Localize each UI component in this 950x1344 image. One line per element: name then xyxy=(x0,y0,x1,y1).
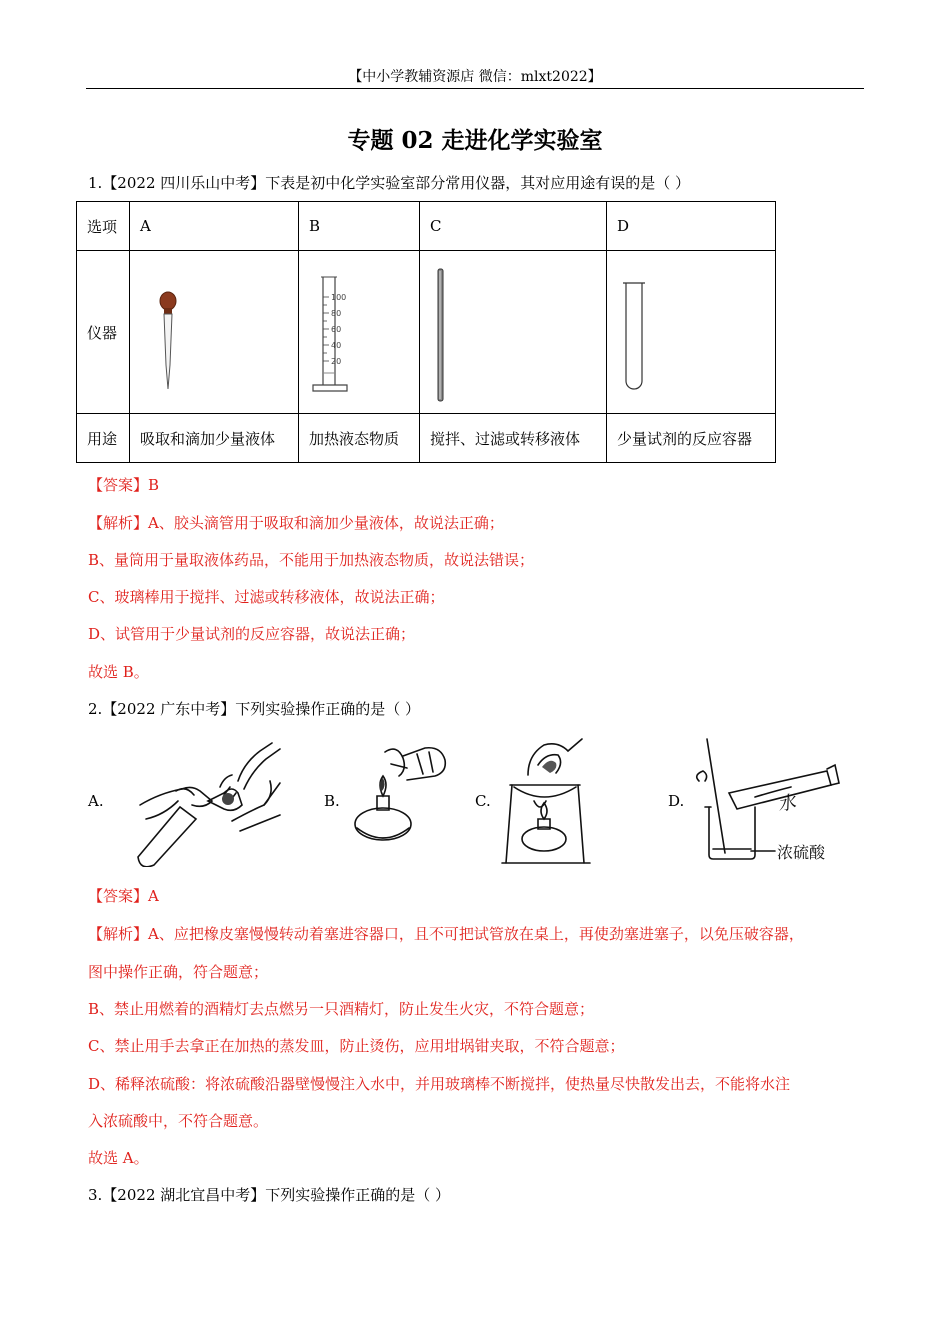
row-header-instrument: 仪器 xyxy=(77,251,130,414)
table-row xyxy=(77,202,776,251)
q1-answer: 【答案】B xyxy=(88,476,160,494)
q2-analysis-line-5: D、稀释浓硫酸：将浓硫酸沿器壁慢慢注入水中，并用玻璃棒不断搅拌，使热量尽快散发出去，不能将水注 xyxy=(88,1075,791,1093)
water-label: 水 xyxy=(775,791,798,816)
q2-option-a-label: A. xyxy=(88,792,104,810)
header-rule xyxy=(86,88,864,89)
cylinder-tick-60: 60 xyxy=(331,325,342,334)
q3-stem: 3.【2022 湖北宜昌中考】下列实验操作正确的是（ ） xyxy=(88,1186,451,1204)
graduated-cylinder-image xyxy=(309,255,369,405)
q2-figure-a-insert-stopper xyxy=(120,735,310,867)
q1-analysis-line-2: B、量筒用于量取液体药品，不能用于加热液态物质，故说法错误； xyxy=(88,551,535,569)
instrument-a-cell xyxy=(130,251,299,414)
page-header: 【中小学教辅资源店 微信：mlxt2022】 xyxy=(348,69,602,85)
q2-analysis-line-3: B、禁止用燃着的酒精灯去点燃另一只酒精灯，防止发生火灾，不符合题意； xyxy=(88,1000,595,1018)
test-tube-image xyxy=(617,255,657,405)
acid-label: 浓硫酸 xyxy=(777,843,826,862)
option-a-header: A xyxy=(130,202,299,251)
option-c-header: C xyxy=(420,202,607,251)
analysis-tag: 【解析】 xyxy=(88,514,149,532)
use-b: 加热液态物质 xyxy=(299,414,420,463)
table-row xyxy=(77,414,776,463)
q2-analysis-line-7: 故选 A。 xyxy=(88,1149,149,1167)
q1-table xyxy=(76,201,776,463)
use-d: 少量试剂的反应容器 xyxy=(607,414,776,463)
q1-analysis-line-5: 故选 B。 xyxy=(88,663,149,681)
cylinder-tick-20: 20 xyxy=(331,357,342,366)
q2-analysis-line-6: 入浓硫酸中，不符合题意。 xyxy=(88,1112,269,1130)
q1-analysis-line-4: D、试管用于少量试剂的反应容器，故说法正确； xyxy=(88,625,416,643)
cylinder-tick-80: 80 xyxy=(331,309,342,318)
row-header-option: 选项 xyxy=(77,202,130,251)
q1-analysis-line-3: C、玻璃棒用于搅拌、过滤或转移液体，故说法正确； xyxy=(88,588,445,606)
glass-rod-image xyxy=(430,255,470,405)
cylinder-tick-40: 40 xyxy=(331,341,342,350)
q2-option-b-label: B. xyxy=(324,792,340,810)
q2-analysis-line-4: C、禁止用手去拿正在加热的蒸发皿，防止烫伤，应用坩埚钳夹取，不符合题意； xyxy=(88,1037,625,1055)
q2-answer: 【答案】A xyxy=(88,887,159,905)
dropper-image xyxy=(140,255,200,405)
q2-figure-d-dilute-acid xyxy=(695,735,855,865)
q2-analysis-line-1: 【解析】A、应把橡皮塞慢慢转动着塞进容器口，且不可把试管放在桌上，再使劲塞进塞子，以免压破容器， xyxy=(88,925,804,943)
q2-option-c-label: C. xyxy=(475,792,491,810)
table-row xyxy=(77,251,776,414)
q2-stem: 2.【2022 广东中考】下列实验操作正确的是（ ） xyxy=(88,700,421,718)
q1-analysis-line-1: 【解析】A、胶头滴管用于吸取和滴加少量液体，故说法正确； xyxy=(88,514,504,532)
q2-figure-c-evaporating-dish xyxy=(498,735,593,867)
use-c: 搅拌、过滤或转移液体 xyxy=(420,414,607,463)
cylinder-tick-100: 100 xyxy=(331,293,347,302)
row-header-use: 用途 xyxy=(77,414,130,463)
use-a: 吸取和滴加少量液体 xyxy=(130,414,299,463)
page-title: 专题 02 走进化学实验室 xyxy=(347,127,603,154)
instrument-b-cell xyxy=(299,251,420,414)
q2-option-d-label: D. xyxy=(668,792,685,810)
option-b-header: B xyxy=(299,202,420,251)
q1-stem: 1.【2022 四川乐山中考】下表是初中化学实验室部分常用仪器，其对应用途有误的是（ ） xyxy=(88,174,691,192)
q2-analysis-line-2: 图中操作正确，符合题意； xyxy=(88,963,269,981)
option-d-header: D xyxy=(607,202,776,251)
analysis-tag: 【解析】 xyxy=(88,925,149,943)
instrument-d-cell xyxy=(607,251,776,414)
q2-figure-b-alcohol-lamps xyxy=(345,740,455,850)
instrument-c-cell xyxy=(420,251,607,414)
